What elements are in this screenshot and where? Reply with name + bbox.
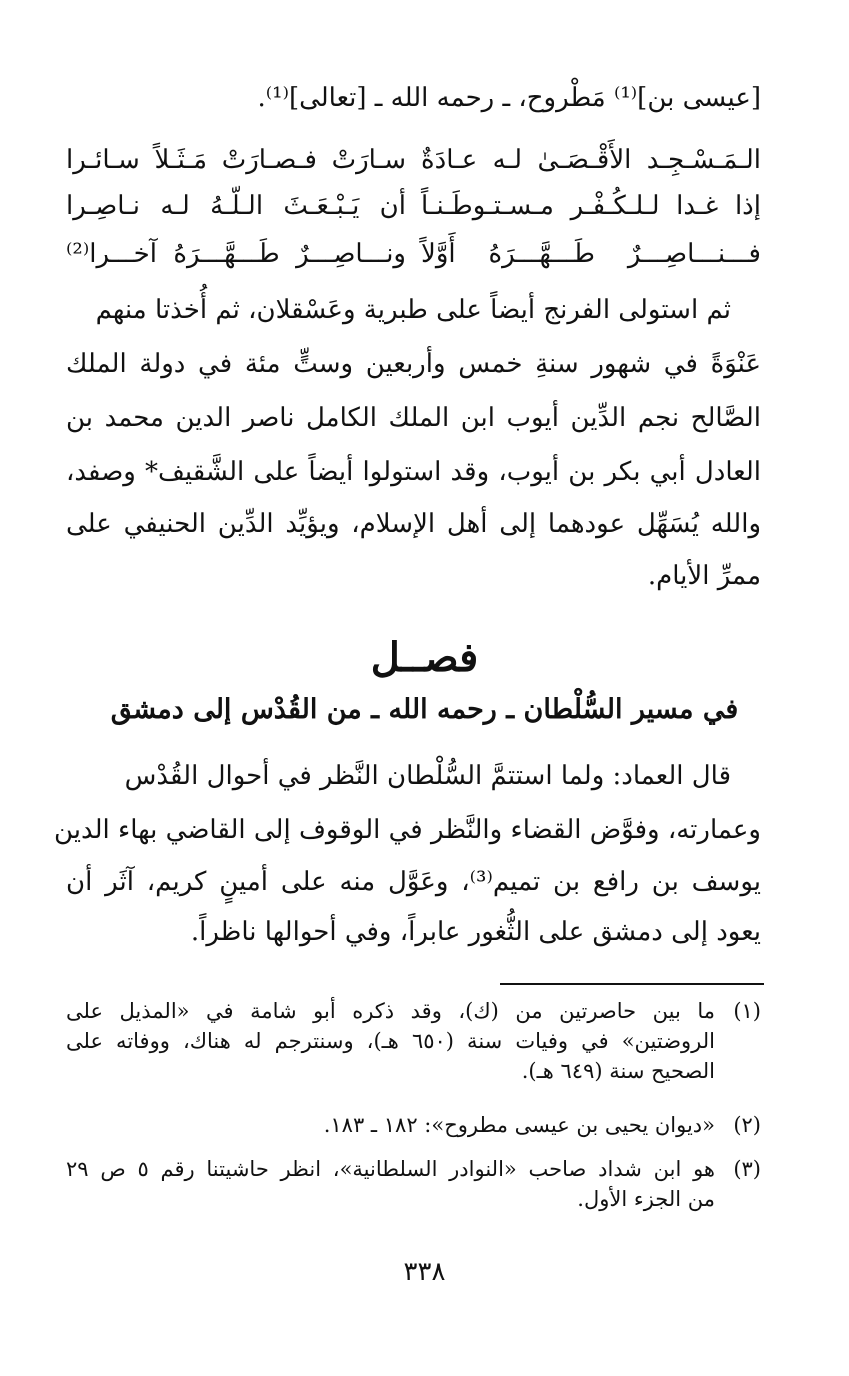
poem-verse-1: [66, 138, 761, 182]
poem-verse-1-second-hemistich: سـارَتْ فـصـارَتْ مَـثَـلاً سـائـرا: [66, 145, 406, 175]
poem-verse-3-first-hemistich: فـــنـــاصِـــرٌ طَـــهَّـــرَهُ أَوَّلاً: [421, 239, 761, 269]
footnote-1-line-1: ما بين حاصرتين من (ك)، وقد ذكره أبو شامة في «المذيل على: [66, 999, 715, 1023]
footnote-3: [66, 1154, 761, 1218]
paragraph2-line-4: يعود إلى دمشق على الثُّغور عابراً، وفي أحوالها ناظراً.: [190, 917, 761, 947]
paragraph2-line-2: وعمارته، وفوَّض القضاء والنَّظر في الوقوف إلى القاضي بهاء الدين: [53, 815, 761, 845]
footnote-2-number: (٢): [733, 1113, 761, 1137]
poem-verse-2-first-hemistich: إذا غـدا لـلـكُـفْـر مـسـتـوطَـنـاً: [421, 191, 761, 221]
footnote-separator: [500, 983, 764, 985]
paragraph2-line-1: قال العماد: ولما استتمَّ السُّلْطان النَّظر في أحوال القُدْس: [124, 761, 731, 791]
footnote-1: [66, 996, 761, 1092]
paragraph1-line-1: ثم استولى الفرنج أيضاً على طبرية وعَسْقلان، ثم أُخذتا منهم: [95, 295, 731, 325]
footnote-3-line-1: هو ابن شداد صاحب «النوادر السلطانية»، انظر حاشيتنا رقم ٥ ص ٢٩: [66, 1157, 715, 1181]
footnote-1-number: (١): [733, 999, 761, 1023]
footnote-3-number: (٣): [733, 1157, 761, 1181]
poem-verse-1-first-hemistich: الـمَـسْـجِـد الأَقْـصَـىٰ لـه عـادَةٌ: [421, 145, 761, 175]
paragraph2-line-3: يوسف بن رافع بن تميم⁽³⁾، وعَوَّل منه على أمينٍ كريم، آثَر أن: [66, 867, 761, 897]
footnote-2-line-1: «ديوان يحيى بن عيسى مطروح»: ١٨٢ ـ ١٨٣.: [323, 1113, 715, 1137]
footnote-2: [66, 1110, 761, 1142]
paragraph1-line-3: الصَّالح نجم الدِّين أيوب ابن الملك الكامل ناصر الدين محمد بن: [66, 403, 761, 433]
poem-verse-2: [66, 184, 761, 228]
paragraph1-line-5: والله يُسَهِّل عودهما إلى أهل الإسلام، ويؤيِّد الدِّين الحنيفي على: [66, 509, 761, 539]
paragraph1-line-2: عَنْوَةً في شهور سنةِ خمس وأربعين وستٍّ مئة في دولة الملك: [66, 349, 761, 379]
poem-verse-2-second-hemistich: أن يَـبْـعَـثَ الـلّـهُ لـه نـاصِـرا: [66, 191, 406, 221]
section-title: فصــل: [370, 634, 479, 681]
section-subtitle: في مسير السُّلْطان ـ رحمه الله ـ من القُدْس إلى دمشق: [110, 694, 739, 725]
paragraph1-line-4: العادل أبي بكر بن أيوب، وقد استولوا أيضاً على الشَّقيف* وصفد،: [66, 457, 761, 487]
poem-verse-3: [66, 232, 761, 276]
paragraph1-line-6: ممرِّ الأيام.: [647, 561, 761, 591]
page-number: ٣٣٨: [403, 1257, 446, 1287]
poem-verse-3-second-hemistich: ونـــاصِـــرٌ طَـــهَّـــرَهُ آخـــرا⁽²⁾: [66, 239, 406, 269]
intro-line: [عيسى بن]⁽¹⁾ مَطْروح، ـ رحمه الله ـ [تعالى]⁽¹⁾.: [257, 83, 761, 113]
footnote-1-line-2: الروضتين» في وفيات سنة (٦٥٠ هـ)، وسنترجم له هناك، ووفاته على: [66, 1029, 715, 1053]
footnote-3-line-2: من الجزء الأول.: [577, 1187, 715, 1211]
footnote-1-line-3: الصحيح سنة (٦٤٩ هـ).: [521, 1059, 715, 1083]
